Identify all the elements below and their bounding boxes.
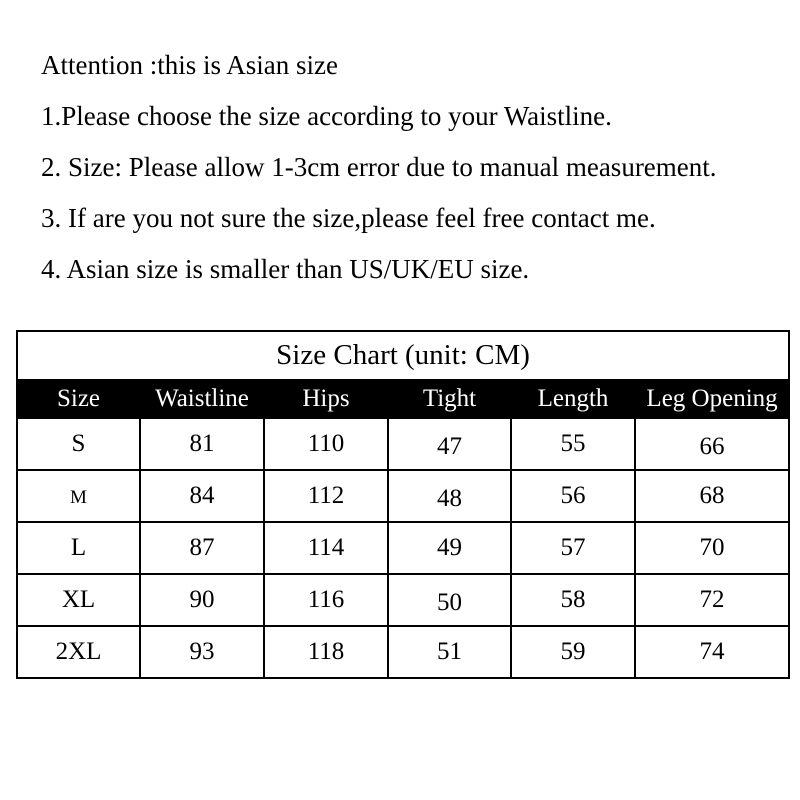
cell-waistline: 81 — [140, 418, 264, 470]
table-title: Size Chart (unit: CM) — [17, 331, 789, 380]
cell-size-value: M — [70, 487, 87, 508]
note-asian-size: 4. Asian size is smaller than US/UK/EU size. — [41, 254, 530, 284]
cell-tight-value: 48 — [437, 485, 462, 512]
column-header-size: Size — [17, 380, 140, 418]
table-title-row — [17, 331, 789, 380]
cell-tight: 49 — [388, 522, 511, 574]
size-chart-table — [16, 330, 790, 679]
table-row — [17, 626, 789, 678]
cell-size: L — [17, 522, 140, 574]
cell-waistline: 90 — [140, 574, 264, 626]
table-row — [17, 574, 789, 626]
cell-leg-opening: 72 — [635, 574, 789, 626]
cell-leg-opening: 70 — [635, 522, 789, 574]
cell-length: 57 — [511, 522, 635, 574]
table-row — [17, 470, 789, 522]
cell-leg-opening: 68 — [635, 470, 789, 522]
cell-tight-value: 47 — [437, 433, 462, 460]
note-contact: 3. If are you not sure the size,please feel free contact me. — [41, 203, 656, 233]
cell-size — [17, 470, 140, 522]
cell-leg-opening-value: 66 — [699, 433, 725, 460]
cell-length: 55 — [511, 418, 635, 470]
cell-size: XL — [17, 574, 140, 626]
cell-hips: 118 — [264, 626, 388, 678]
cell-length: 59 — [511, 626, 635, 678]
cell-hips: 112 — [264, 470, 388, 522]
cell-leg-opening: 74 — [635, 626, 789, 678]
table-row — [17, 418, 789, 470]
table-header-row — [17, 380, 789, 418]
cell-waistline: 87 — [140, 522, 264, 574]
column-header-length: Length — [511, 380, 635, 418]
cell-hips: 116 — [264, 574, 388, 626]
note-error-margin: 2. Size: Please allow 1-3cm error due to manual measurement. — [41, 152, 717, 182]
cell-tight — [388, 418, 511, 470]
column-header-leg-opening: Leg Opening — [635, 380, 789, 418]
cell-waistline: 93 — [140, 626, 264, 678]
table-row — [17, 522, 789, 574]
note-attention: Attention :this is Asian size — [41, 50, 338, 80]
cell-tight-value: 50 — [437, 589, 462, 616]
column-header-waistline: Waistline — [140, 380, 264, 418]
column-header-tight: Tight — [388, 380, 511, 418]
cell-hips: 110 — [264, 418, 388, 470]
cell-tight: 51 — [388, 626, 511, 678]
cell-size: 2XL — [17, 626, 140, 678]
cell-length: 56 — [511, 470, 635, 522]
column-header-hips: Hips — [264, 380, 388, 418]
cell-size: S — [17, 418, 140, 470]
note-waistline: 1.Please choose the size according to your Waistline. — [41, 101, 612, 131]
cell-hips: 114 — [264, 522, 388, 574]
cell-tight — [388, 574, 511, 626]
cell-length: 58 — [511, 574, 635, 626]
size-notes — [41, 40, 800, 295]
cell-waistline: 84 — [140, 470, 264, 522]
cell-leg-opening — [635, 418, 789, 470]
cell-tight — [388, 470, 511, 522]
